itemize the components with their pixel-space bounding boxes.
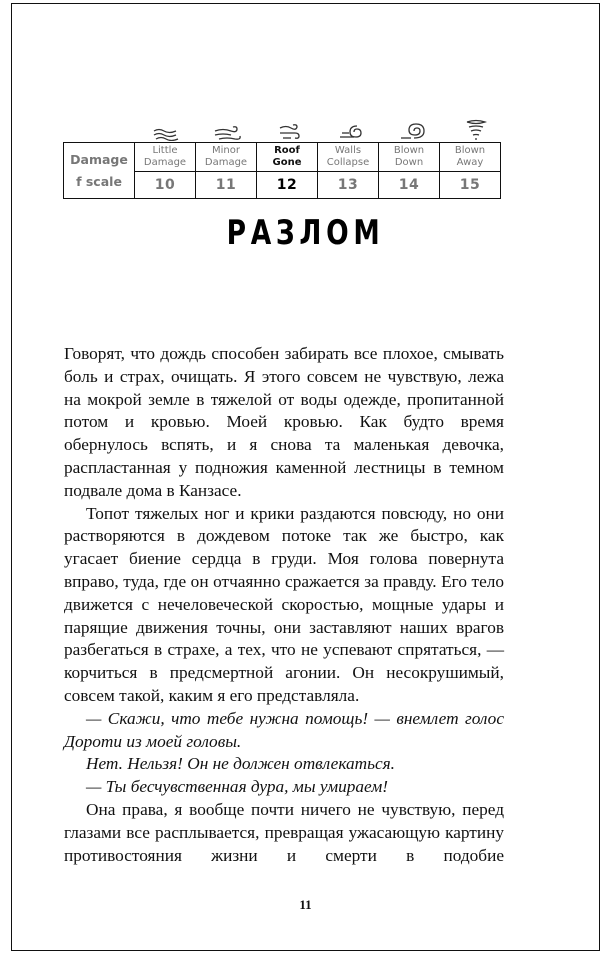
inner-thought: Нет. Нельзя! Он не должен отвлекаться. [86,754,395,774]
scale-number: 13 [318,172,379,199]
wind-icon [135,115,197,141]
scale-number: 11 [196,172,257,199]
scale-category-active: Roof Gone [257,143,318,172]
scale-category: Little Damage [135,143,196,172]
damage-scale-table [63,142,501,199]
scale-label [64,143,135,199]
paragraph: Говорят, что дождь способен забирать все плохое, смывать боль и страх, очищать. Я этого совсем не чувствую, лежа на мокрой земле в тяжелой от воды одежде, пропитанной потом и кровью. Моей кровью. Как будто время обернулось вспять, и я снова та маленькая девочка, распластанная у подножия каменной лестницы в темном подвале дома в Канзасе. [64,344,504,500]
tornado-icon [445,115,507,141]
page-number: 11 [299,897,312,912]
scale-label-line1: Damage [70,151,128,167]
scale-category: Minor Damage [196,143,257,172]
body-text [64,343,504,867]
spiral-wind-icon [321,115,383,141]
scale-category: Blown Down [379,143,440,172]
wind-icons-row [135,115,505,141]
scale-number: 14 [379,172,440,199]
scale-number-active: 12 [257,172,318,199]
chapter-title: РАЗЛОМ [226,213,385,253]
scale-category: Blown Away [440,143,501,172]
swirl-wind-icon [197,115,259,141]
paragraph: Она права, я вообще почти ничего не чувствую, перед глазами все расплывается, превращая ужасающую картину противостояния жизни и смерти в подобие [64,799,504,865]
scale-label-line2: f scale [76,173,122,189]
paragraph: Топот тяжелых ног и крики раздаются повсюду, но они растворяются в дождевом потоке так же быстро, как угасает биение сердца в груди. Моя голова повернута вправо, туда, где он отчаянно сражается за правду. Его тело движется с нечеловеческой скоростью, мощные удары и парящие движения точны, они заставляют наших врагов разбегаться в страхе, а тех, что не успевают спрятаться, — корчиться в предсмертной агонии. Он несокрушимый, совсем такой, каким я его представляла. [64,503,504,705]
scale-number: 15 [440,172,501,199]
scale-category: Walls Collapse [318,143,379,172]
double-spiral-icon [383,115,445,141]
scale-number: 10 [135,172,196,199]
gust-icon [259,115,321,141]
dialogue-line: — Ты бесчувственная дура, мы умираем! [86,777,389,797]
dialogue-line: — Скажи, что тебе нужна помощь! — внемлет голос Дороти из моей головы. [64,708,504,751]
